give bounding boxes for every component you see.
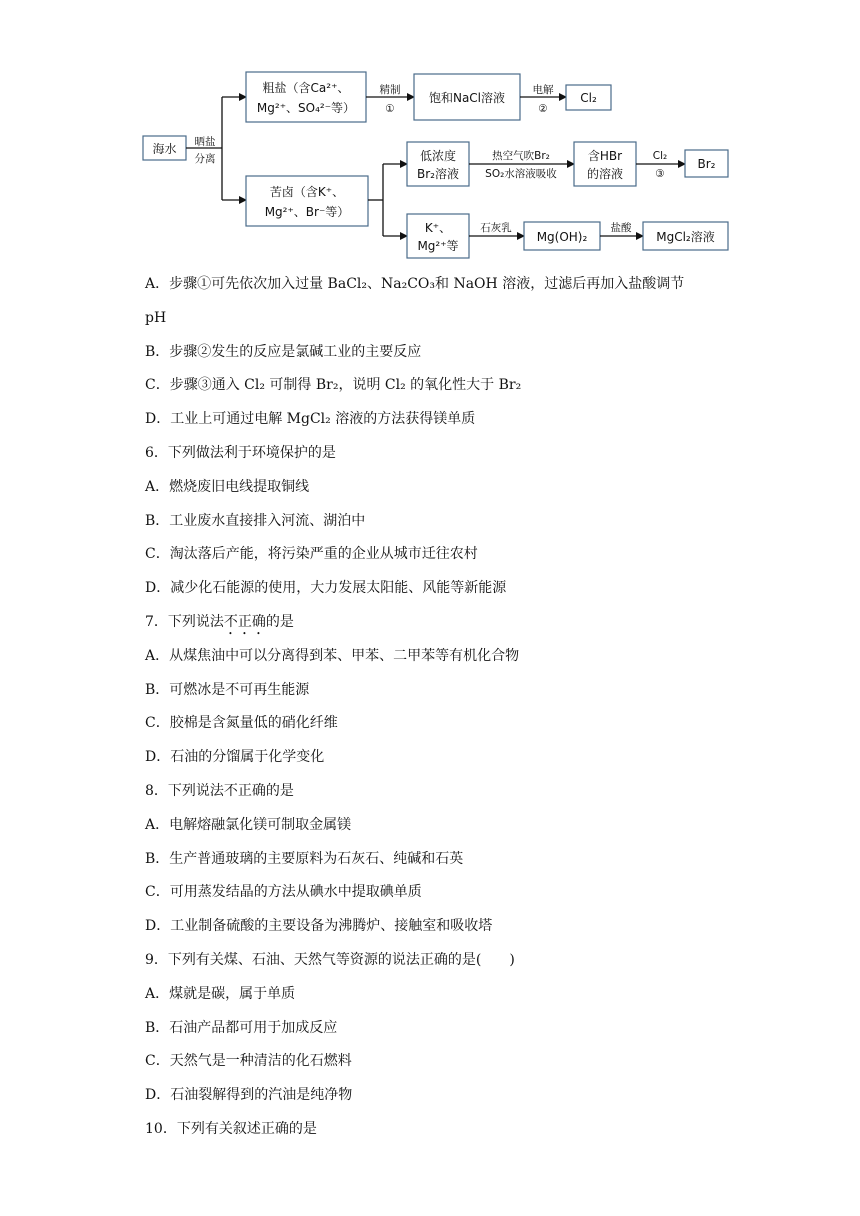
svg-text:粗盐（含Ca²⁺、: 粗盐（含Ca²⁺、 [262,81,350,95]
q7-stem-post: 的是 [265,613,294,630]
q5-option-b: B．步骤②发生的反应是氯碱工业的主要反应 [145,343,422,360]
cl2-box [566,85,611,110]
separate-label: 分离 [194,153,216,165]
svg-text:含HBr: 含HBr [587,149,623,163]
q9-option-d: D．石油裂解得到的汽油是纯净物 [145,1087,353,1104]
q8-option-a: A．电解熔融氯化镁可制取金属镁 [145,816,352,833]
q5-option-a-line1: A．步骤①可先依次加入过量 BaCl₂、Na₂CO₃和 NaOH 溶液，过滤后再加入盐酸调节 [145,276,685,292]
svg-text:Br₂: Br₂ [697,157,716,171]
hot-air-label: 热空气吹Br₂ [492,150,550,162]
cl2-reagent-label: Cl₂ [652,150,668,162]
svg-text:低浓度: 低浓度 [419,149,457,163]
q5-option-c: C．步骤③通入 Cl₂ 可制得 Br₂，说明 Cl₂ 的氧化性大于 Br₂ [145,377,522,394]
step2-label: ② [538,103,548,115]
q9-option-a: A．煤就是碳，属于单质 [145,985,296,1002]
svg-text:Mg(OH)₂: Mg(OH)₂ [536,230,588,244]
sun-dry-label: 晒盐 [194,136,216,148]
refine-label: 精制 [379,84,401,96]
br2-box [685,150,728,177]
q7-option-c: C．胶棉是含氮量低的硝化纤维 [145,715,338,732]
svg-text:Br₂溶液: Br₂溶液 [417,167,459,181]
svg-text:饱和NaCl溶液: 饱和NaCl溶液 [428,91,506,105]
k-mg-box [407,214,469,258]
electrolysis-label: 电解 [532,84,554,96]
svg-text:Mg²⁺、Br⁻等）: Mg²⁺、Br⁻等） [264,205,350,219]
q9-option-c: C．天然气是一种清洁的化石燃料 [145,1053,352,1070]
step3-label: ③ [655,168,665,180]
q9-stem: 9．下列有关煤、石油、天然气等资源的说法正确的是( ) [145,951,515,968]
q8-stem: 8．下列说法不正确的是 [145,782,294,799]
q6-stem: 6．下列做法利于环境保护的是 [145,444,336,461]
step1-label: ① [385,103,395,115]
sat-nacl-box [414,74,520,120]
q5-option-d: D．工业上可通过电解 MgCl₂ 溶液的方法获得镁单质 [145,411,476,428]
crude-salt-box [246,72,366,122]
q7-stem [145,606,825,640]
svg-text:Mg²⁺等: Mg²⁺等 [417,239,459,253]
seawater-box [143,136,186,160]
mgoh2-box [524,222,600,250]
hcl-label: 盐酸 [610,222,632,234]
svg-text:海水: 海水 [152,142,177,156]
so2-absorb-label: SO₂水溶液吸收 [485,168,557,180]
q6-option-c: C．淘汰落后产能，将污染严重的企业从城市迁往农村 [145,546,478,563]
q7-stem-emphasis: 不正确 [223,613,266,630]
low-br2-box [407,142,469,186]
q6-option-b: B．工业废水直接排入河流、湖泊中 [145,512,366,529]
mgcl2-box [643,222,728,250]
hbr-box [574,142,636,186]
q8-option-b: B．生产普通玻璃的主要原料为石灰石、纯碱和石英 [145,850,464,867]
svg-text:MgCl₂溶液: MgCl₂溶液 [656,230,715,244]
q6-option-d: D．减少化石能源的使用，大力发展太阳能、风能等新能源 [145,580,507,597]
q9-option-b: B．石油产品都可用于加成反应 [145,1019,338,1036]
q7-option-a: A．从煤焦油中可以分离得到苯、甲苯、二甲苯等有机化合物 [145,647,520,664]
q5-option-a-line2: pH [145,309,167,326]
svg-text:K⁺、: K⁺、 [424,221,452,235]
q10-stem: 10．下列有关叙述正确的是 [145,1120,317,1137]
q8-option-c: C．可用蒸发结晶的方法从碘水中提取碘单质 [145,884,422,901]
svg-text:苦卤（含K⁺、: 苦卤（含K⁺、 [269,185,345,199]
q7-option-d: D．石油的分馏属于化学变化 [145,749,325,766]
q7-option-b: B．可燃冰是不可再生能源 [145,681,310,698]
q8-option-d: D．工业制备硫酸的主要设备为沸腾炉、接触室和吸收塔 [145,918,493,935]
q6-option-a: A．燃烧废旧电线提取铜线 [145,478,310,495]
seawater-processing-flowchart [0,0,860,260]
lime-milk-label: 石灰乳 [480,222,512,234]
question-content [145,268,825,1147]
bittern-box [246,176,368,226]
svg-text:的溶液: 的溶液 [586,167,624,181]
svg-text:Mg²⁺、SO₄²⁻等）: Mg²⁺、SO₄²⁻等） [256,101,356,115]
svg-text:Cl₂: Cl₂ [580,91,597,105]
q7-stem-pre: 7．下列说法 [145,613,224,630]
